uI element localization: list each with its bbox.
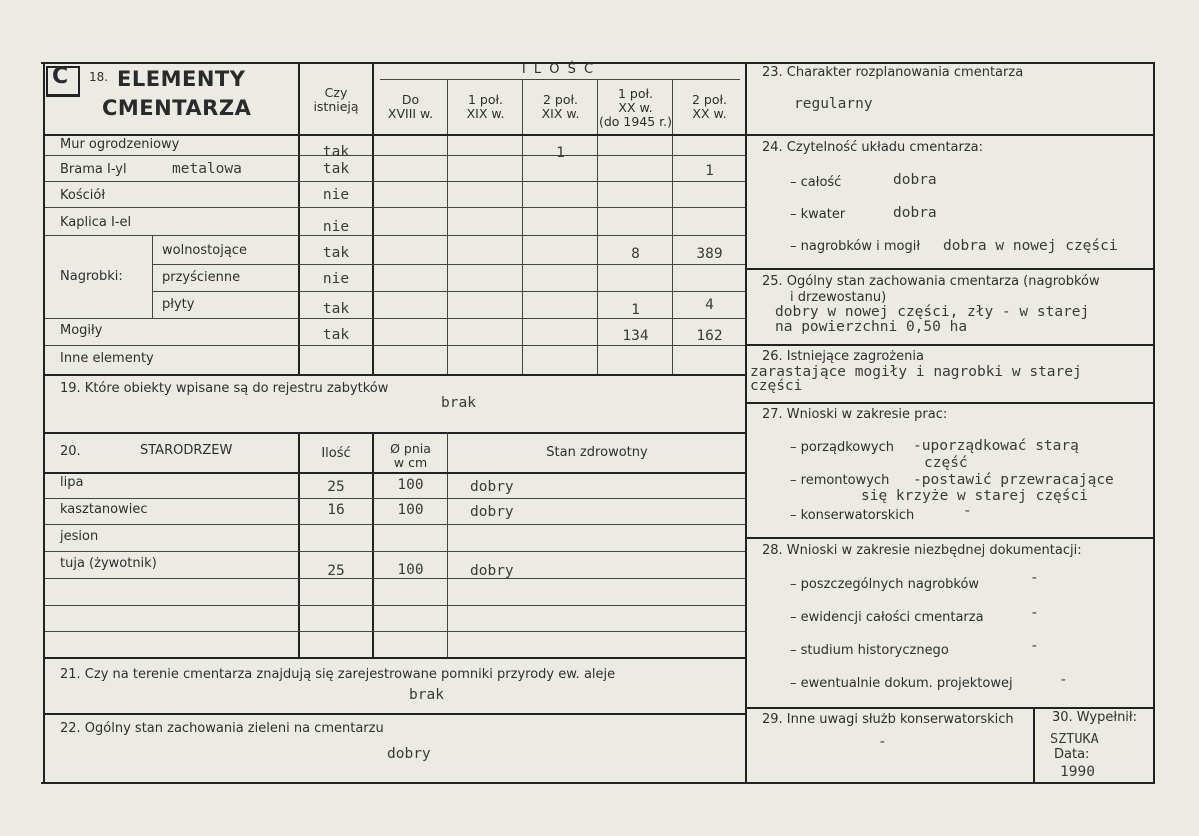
section-28-label: 28. Wnioski w zakresie niezbędnej dokumentacji: (762, 543, 1082, 558)
exists-wolnostojace: tak (322, 245, 350, 261)
s20-row-line (45, 578, 745, 579)
s20-row-count-tuja: 25 (327, 563, 345, 579)
s20-row-line (45, 631, 745, 632)
nagrobki-subdivider (152, 235, 153, 318)
section-18-bottom-border (43, 374, 746, 376)
ilosc-underline (380, 79, 740, 80)
section-19-label: 19. Które obiekty wpisane są do rejestru zabytków (60, 381, 389, 396)
qty-wolnostojace-1pol-xx: 8 (631, 246, 640, 262)
row-label-kosciol: Kościół (60, 188, 106, 203)
qty-plyty-1pol-xx: 1 (631, 302, 640, 318)
col-header-1pol-xx: 1 poł. XX w. (do 1945 r.) (598, 86, 673, 129)
section-28-bottom-border (746, 707, 1154, 709)
row-label-kaplica: Kaplica I-el (60, 215, 132, 230)
row-label-przyscienne: przyścienne (162, 270, 241, 285)
section-19-value: brak (441, 395, 476, 411)
row-label-plyty: płyty (162, 297, 195, 312)
section-20-title: STARODRZEW (140, 443, 233, 458)
s27-porz-value-line1: -uporządkować starą (913, 438, 1079, 454)
s24-item-value-kwater: dobra (893, 205, 937, 221)
section-29-value: - (878, 734, 887, 750)
section-21-label: 21. Czy na terenie cmentarza znajdują się zarejestrowane pomniki przyrody ew. aleje (60, 667, 616, 682)
s20-row-state-kasztanowiec: dobry (470, 504, 514, 520)
qty-plyty-2pol-xx: 4 (705, 297, 714, 313)
s20-row-line (45, 551, 745, 552)
s28-item-value-studium: - (1030, 638, 1039, 654)
left-bottom-border (41, 782, 747, 784)
right-outer-border (1153, 62, 1155, 784)
section-24-bottom-border (746, 268, 1154, 270)
qty-mur-2pol-xix: 1 (556, 145, 565, 161)
col-header-2pol-xx: 2 poł. XX w. (691, 92, 728, 121)
s20-col-ilosc: Ilość (321, 446, 351, 461)
row-label-inne: Inne elementy (60, 351, 154, 366)
exists-kaplica: nie (322, 219, 350, 235)
qty-wolnostojace-2pol-xx: 389 (696, 246, 723, 262)
s24-item-value-nagrobkow: dobra w nowej części (943, 238, 1118, 254)
section-18-number: 18. (89, 70, 109, 84)
row-label-nagrobki: Nagrobki: (60, 269, 123, 284)
s24-item-label-calosc: – całość (790, 175, 842, 190)
section-26-value-line2: części (750, 378, 803, 394)
section-27-label: 27. Wnioski w zakresie prac: (762, 407, 948, 422)
exists-przyscienne: nie (322, 271, 350, 287)
s20-row-name-kasztanowiec: kasztanowiec (60, 502, 148, 517)
s20-col-stan: Stan zdrowotny (546, 445, 648, 460)
section-25-value-line1: dobry w nowej części, zły - w starej (775, 304, 1090, 320)
section-26-label: 26. Istniejące zagrożenia (762, 349, 924, 364)
col-header-2pol-xix: 2 poł. XIX w. (541, 92, 580, 121)
col-header-exists: Czy istnieją (313, 85, 359, 114)
row-line (45, 181, 745, 182)
s28-item-label-studium: – studium historycznego (790, 643, 949, 658)
s24-item-label-nagrobkow: – nagrobków i mogił (790, 239, 921, 254)
category-letter: C (52, 64, 69, 89)
s20-row-name-jesion: jesion (60, 529, 99, 544)
s20-header-bottom (43, 472, 746, 474)
s20-row-name-tuja: tuja (żywotnik) (60, 556, 157, 571)
qty-brama-2pol-xx: 1 (705, 163, 714, 179)
qty-mogily-1pol-xx: 134 (622, 328, 649, 344)
s20-row-line (45, 605, 745, 606)
section-30-date-label: Data: (1054, 747, 1090, 762)
s28-item-value-projektowej: - (1059, 672, 1068, 688)
section-27-bottom-border (746, 537, 1154, 539)
s20-row-diam-lipa: 100 (397, 477, 424, 493)
s27-porz-value-line2: część (924, 455, 968, 471)
row-line (153, 291, 745, 292)
exists-brama: tak (322, 161, 350, 177)
s20-row-state-lipa: dobry (470, 479, 514, 495)
row-line (45, 235, 745, 236)
s28-item-value-nagrobkow: - (1030, 570, 1039, 586)
s28-item-label-nagrobkow: – poszczególnych nagrobków (790, 577, 980, 592)
exists-mur: tak (322, 144, 350, 160)
left-outer-border (43, 62, 45, 784)
header-bottom-border (43, 134, 746, 136)
section-25-label-line2: i drzewostanu) (790, 290, 887, 305)
row-label-mur: Mur ogrodzeniowy (60, 137, 180, 152)
section-19-bottom-border (43, 432, 746, 434)
col-header-1pol-xix: 1 poł. XIX w. (466, 92, 505, 121)
s20-row-line (45, 498, 745, 499)
row-line (45, 318, 745, 319)
exists-mogily: tak (322, 327, 350, 343)
row-line (153, 264, 745, 265)
section-30-date-value: 1990 (1060, 764, 1095, 780)
row-line (45, 155, 745, 156)
s20-row-count-lipa: 25 (327, 479, 345, 495)
section-18-title-line1: ELEMENTY (117, 67, 246, 91)
exists-plyty: tak (322, 301, 350, 317)
section-20-bottom-border (43, 657, 746, 659)
s20-divider-state (447, 432, 448, 658)
section-29-30-divider (1033, 707, 1035, 783)
s27-rem-value-line2: się krzyże w starej części (861, 488, 1088, 504)
section-23-label: 23. Charakter rozplanowania cmentarza (762, 65, 1024, 80)
section-24-label: 24. Czytelność układu cmentarza: (762, 140, 984, 155)
section-26-value-line1: zarastające mogiły i nagrobki w starej (750, 364, 1082, 380)
s20-divider-count (298, 432, 300, 658)
s28-item-value-ewidencji: - (1030, 605, 1039, 621)
row-label-mogily: Mogiły (60, 323, 103, 338)
s20-row-line (45, 524, 745, 525)
s20-row-diam-tuja: 100 (397, 562, 424, 578)
section-22-value: dobry (387, 746, 431, 762)
s20-row-state-tuja: dobry (470, 563, 514, 579)
section-25-value-line2: na powierzchni 0,50 ha (775, 319, 968, 335)
section-30-value: SZTUKA (1050, 731, 1099, 747)
s20-col-pnia: Ø pnia w cm (390, 441, 431, 470)
s28-item-label-ewidencji: – ewidencji całości cmentarza (790, 610, 984, 625)
s24-item-label-kwater: – kwater (790, 207, 846, 222)
s20-row-count-kasztanowiec: 16 (327, 502, 345, 518)
section-25-bottom-border (746, 344, 1154, 346)
s27-kons-label: – konserwatorskich (790, 508, 915, 523)
s20-row-name-lipa: lipa (60, 475, 84, 490)
section-21-bottom-border (43, 713, 746, 715)
section-30-label: 30. Wypełnił: (1052, 710, 1137, 725)
col-header-do-xviii: Do XVIII w. (387, 92, 434, 121)
row-line (45, 345, 745, 346)
section-25-label-line1: 25. Ogólny stan zachowania cmentarza (nagrobków (762, 274, 1100, 289)
right-bottom-border (745, 782, 1155, 784)
section-23-bottom-border (746, 134, 1154, 136)
center-divider (745, 62, 747, 784)
s20-row-diam-kasztanowiec: 100 (397, 502, 424, 518)
s27-rem-value-line1: -postawić przewracające (913, 472, 1114, 488)
right-top-border (745, 62, 1155, 64)
col-divider-2xix (522, 80, 523, 376)
row-label-wolnostojace: wolnostojące (162, 243, 247, 258)
section-18-title-line2: CMENTARZA (102, 96, 252, 120)
s24-item-value-calosc: dobra (893, 172, 937, 188)
row-label-brama: Brama I-yl (60, 162, 127, 177)
section-20-number: 20. (60, 444, 81, 459)
section-21-value: brak (409, 687, 444, 703)
row-extra-brama: metalowa (172, 161, 242, 177)
s27-kons-value: - (963, 503, 972, 519)
exists-kosciol: nie (322, 187, 350, 203)
s27-rem-label: – remontowych (790, 473, 890, 488)
section-23-value: regularny (794, 96, 873, 112)
section-22-label: 22. Ogólny stan zachowania zieleni na cmentarzu (60, 721, 384, 736)
col-divider-1xix (447, 80, 448, 376)
qty-mogily-2pol-xx: 162 (696, 328, 723, 344)
s28-item-label-projektowej: – ewentualnie dokum. projektowej (790, 676, 1013, 691)
s27-porz-label: – porządkowych (790, 440, 894, 455)
section-29-label: 29. Inne uwagi służb konserwatorskich (762, 712, 1014, 727)
row-line (45, 207, 745, 208)
ilosc-header: I L O Ś C (521, 62, 596, 77)
section-26-bottom-border (746, 402, 1154, 404)
